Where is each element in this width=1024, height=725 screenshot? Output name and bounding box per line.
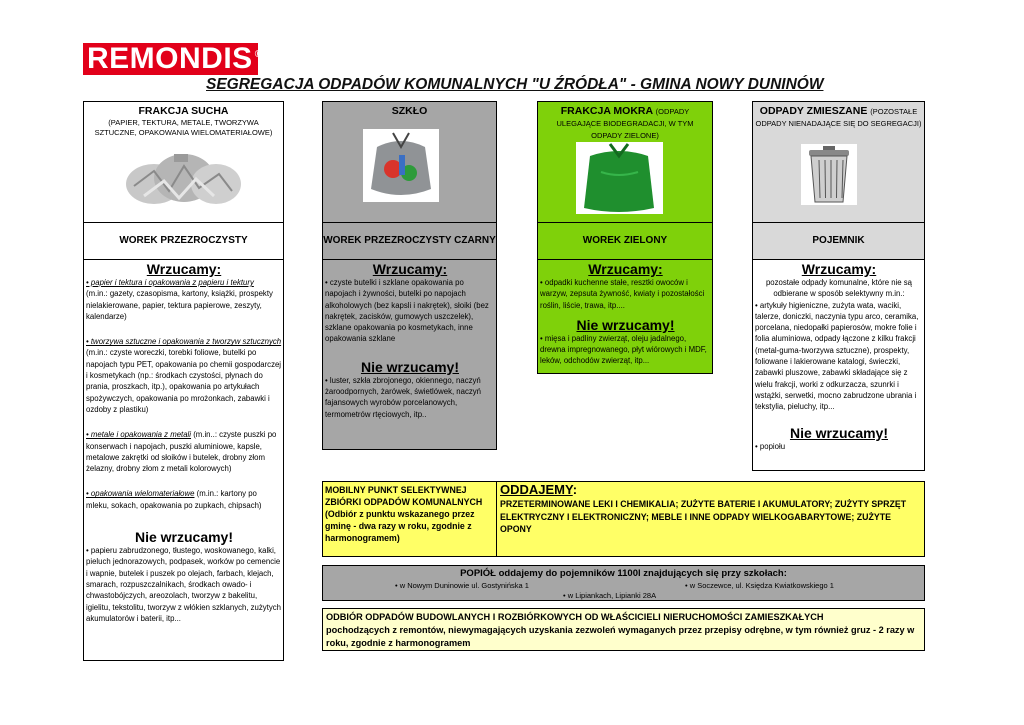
mixed-container-label: POJEMNIK xyxy=(812,235,865,246)
mixed-nie-wrzucamy-heading: Nie wrzucamy! xyxy=(789,424,889,441)
construction-line-1: ODBIÓR ODPADÓW BUDOWLANYCH I ROZBIÓRKOWYCH OD WŁAŚCICIELI NIERUCHOMOŚCI ZAMIESZKAŁYCH xyxy=(326,612,824,622)
mixed-wrzucamy-intro: pozostałe odpady komunalne, które nie są odbierane w sposób selektywny m.in.: xyxy=(765,278,913,299)
mixed-header: ODPADY ZMIESZANE xyxy=(759,105,868,117)
mixed-wrzucamy-body: • artykuły higieniczne, zużyta wata, waciki, talerze, doniczki, naczynia typu arco, ceramika, porcelana, niedopałki papierosów, mokre folie i folia aluminiowa, odpady łączone z kilku frakcji (metal-guma-tworzywa sztuczne), prospekty, foliowane i lakierowane katalogi, świeczki, zabawki pluszowe, zabawki składające się z wielu frakcji, worki z odkurzacza, szunrki i wstążki, serwetki, mocno zabrudzone ubrania i tekstylia, pieluchy, itp... xyxy=(755,300,919,412)
dry-wrzucamy-heading: Wrzucamy: xyxy=(146,261,222,277)
ash-location-1: • w Nowym Duninowie ul. Gostynińska 1 xyxy=(395,581,529,590)
oddajemy-colon: : xyxy=(572,482,578,497)
glass-nie-wrzucamy-body: • luster, szkła zbrojonego, okiennego, naczyń żaroodpornych, żarówek, świetlówek, naczyń fajansowych wyrobów porcelanowych, termometrów rtęciowych, itp.. xyxy=(325,375,482,419)
mixed-nie-wrzucamy-body: • popiołu xyxy=(755,441,786,451)
glass-header: SZKŁO xyxy=(391,105,428,117)
dry-item-multi-body: (m.in.: kartony po mleku, sokach, opakowania po zupkach, chipsach) xyxy=(86,489,262,510)
dry-nie-wrzucamy-heading: Nie wrzucamy! xyxy=(134,529,234,546)
glass-container-label: WOREK PRZEZROCZYSTY CZARNY xyxy=(323,235,496,246)
dry-subheader: (PAPIER, TEKTURA, METALE, TWORZYWA SZTUCZNE, OPAKOWANIA WIELOMATERIAŁOWE) xyxy=(94,118,273,137)
dry-item-metal-head: • metale i opakowania z metali xyxy=(86,430,192,440)
wet-wrzucamy-body: • odpadki kuchenne stałe, resztki owoców i warzyw, zepsuta żywność, kwiaty i pozostałości roślin, liście, trawa, itp.... xyxy=(540,278,705,310)
dry-item-plastic-body: (m.in.: czyste woreczki, torebki foliowe, butelki po napojach typu PET, opakowania po chemii gospodarczej i kosmetykach (np.: środkach czystości, płynach do prania, proszkach, itp.), opakowania po artykułach spożywczych, opakowania po mrożonkach, zabawki i ozdoby z plastiku) xyxy=(86,348,282,414)
wet-nie-wrzucamy-heading: Nie wrzucamy! xyxy=(576,316,675,333)
column-mixed-waste xyxy=(752,101,925,471)
dry-item-plastic-head: • tworzywa sztuczne i opakowania z tworzyw sztucznych xyxy=(86,337,282,347)
column-wet-fraction xyxy=(537,101,713,374)
dry-item-metal-body: (m.in..: czyste puszki po konserwach i napojach, puszki aluminiowe, kapsle, metalowe zakrętki od słoików i butelek, drobny złom żelazny, drobny złom z metali kolorowych) xyxy=(86,430,277,474)
wet-wrzucamy-heading: Wrzucamy: xyxy=(588,261,663,277)
ash-title: POPIÓŁ oddajemy do pojemników 1100l znajdujących się przy szkołach: xyxy=(460,568,787,579)
dry-item-paper-body: (m.in.: gazety, czasopisma, kartony, książki, prospekty nielakierowane, papier, tektura papierowe, zeszyty, kalendarze) xyxy=(86,289,273,321)
dry-header: FRAKCJA SUCHA xyxy=(138,105,229,117)
dry-nie-wrzucamy-body: • papieru zabrudzonego, tłustego, woskowanego, kalki, pieluch jednorazowych, podpasek, worków po cemencie i wapnie, butelek i puszek po olejach, farbach, klejach, smarach, rozpuszczalnikach, środkach owado- i chwastobójczych, areozolach, tworzyw z bakelitu, igielitu, tekstolitu, tworzyw z włókien szklanych, zużytych akumulatorów i baterii, itp... xyxy=(86,546,281,623)
column-glass xyxy=(322,101,497,450)
dry-bags-image xyxy=(124,146,241,207)
ash-location-2: • w Soczewce, ul. Księdza Kwiatkowskiego 1 xyxy=(685,581,834,590)
glass-bag-image xyxy=(363,129,439,202)
glass-nie-wrzucamy-heading: Nie wrzucamy! xyxy=(360,358,460,375)
wet-nie-wrzucamy-body: • mięsa i padliny zwierząt, oleju jadalnego, drewna impregnowanego, płyt wiórowych i MDF, leków, odchodów zwierząt, itp... xyxy=(540,333,707,366)
oddajemy-heading: ODDAJEMY xyxy=(500,482,573,497)
mobile-point-note: (Odbiór z punktu wskazanego przez gminę - dwa razy w roku, zgodnie z harmonogramem) xyxy=(325,509,475,543)
construction-line-2: pochodzących z remontów, niewymagających uzyskania zezwoleń wymaganych przez przepisy odrębne, w tym również gruz - 2 razy w roku, zgodnie z harmonogramem xyxy=(326,625,915,648)
ash-location-3: • w Lipiankach, Lipianki 28A xyxy=(563,591,657,600)
wet-subheader: (ODPADY ULEGAJĄCE BIODEGRADACJI, W TYM ODPADY ZIELONE) xyxy=(556,107,694,140)
wet-header: FRAKCJA MOKRA xyxy=(560,105,653,117)
wet-container-label: WOREK ZIELONY xyxy=(582,235,668,246)
trash-bin-image xyxy=(801,144,857,205)
mixed-subheader: (POZOSTAŁE ODPADY NIENADAJĄCE SIĘ DO SEGREGACJI) xyxy=(755,107,922,128)
ash-box xyxy=(322,565,925,601)
column-dry-fraction xyxy=(83,101,284,661)
construction-waste-box xyxy=(322,608,925,651)
mixed-wrzucamy-heading: Wrzucamy: xyxy=(801,261,877,277)
mobile-collection-box xyxy=(322,481,925,557)
page-title: SEGREGACJA ODPADÓW KOMUNALNYCH "U ŹRÓDŁA" - GMINA NOWY DUNINÓW xyxy=(206,76,824,93)
dry-container-label: WOREK PRZEZROCZYSTY xyxy=(119,235,248,246)
oddajemy-items: PRZETERMINOWANE LEKI I CHEMIKALIA; ZUŻYTE BATERIE I AKUMULATORY; ZUŻYTY SPRZĘT ELEKTRYCZNY I ELEKTRONICZNY; MEBLE I INNE ODPADY WIELKOGABARYTOWE; ZUŻYTE OPONY xyxy=(500,499,907,534)
remondis-logo xyxy=(83,42,263,75)
logo-mark: ® xyxy=(254,49,263,60)
glass-wrzucamy-body: • czyste butelki i szklane opakowania po napojach i żywności, butelki po napojach alkoholowych (bez kapsli i nakrętek), słoiki (bez nakrętek, zacisków, gumowych uszczelek), szklane opakowania po kosmetykach, inne opakowania szklane xyxy=(325,278,489,344)
dry-item-paper-head: • papier i tektura i opakowania z papieru i tektury xyxy=(86,278,254,287)
wet-bag-image xyxy=(576,142,663,214)
logo-text: REMONDIS xyxy=(87,42,253,75)
dry-item-multi-head: • opakowania wielomateriałowe xyxy=(86,489,195,499)
glass-wrzucamy-heading: Wrzucamy: xyxy=(372,261,448,277)
mobile-point-title: MOBILNY PUNKT SELEKTYWNEJ ZBIÓRKI ODPADÓW KOMUNALNYCH xyxy=(325,485,483,507)
